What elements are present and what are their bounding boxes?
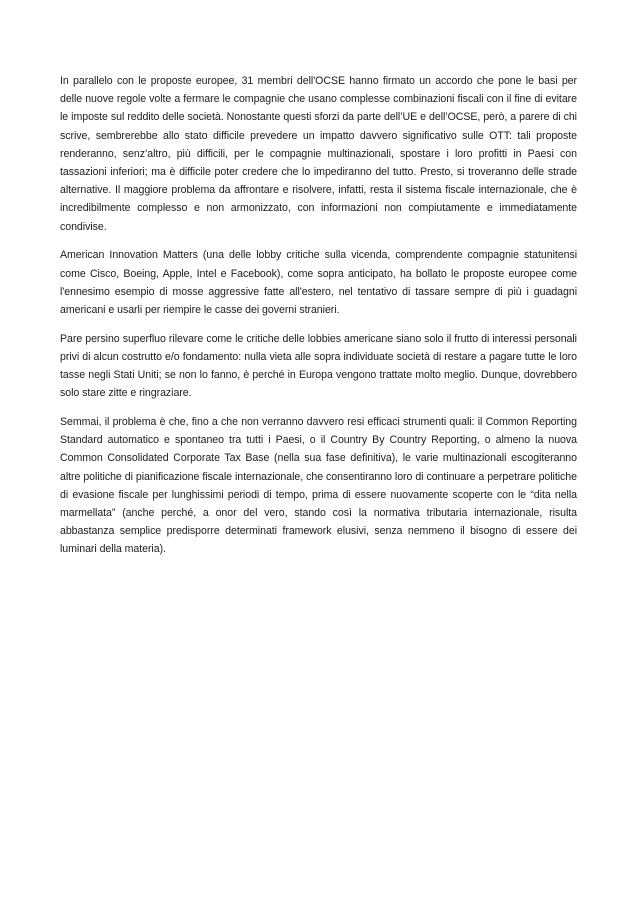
paragraph-american-innovation-matters: American Innovation Matters (una delle lobby critiche sulla vicenda, comprendente compagnie statunitensi come Cisco, Boeing, Apple, Intel e Facebook), come sopra anticipato, ha bollato le proposte europee come l'ennesimo esempio di mosse aggressive fatte all'estero, nel tentativo di tassare sempre di più i guadagni americani e usarli per riempire le casse dei governi stranieri. (60, 249, 577, 316)
document-body (60, 72, 577, 569)
paragraph-ocse-agreement: In parallelo con le proposte europee, 31 membri dell'OCSE hanno firmato un accordo che pone le basi per delle nuove regole volte a fermare le compagnie che usano complesse combinazioni fiscali con il fine di evitare le imposte sul reddito delle società. Nonostante questi sforzi da parte dell’UE e dell’OCSE, però, a parere di chi scrive, sembrerebbe allo stato difficile prevedere un impatto davvero significativo sulle OTT: tali proposte renderanno, senz’altro, più difficili, per le compagnie multinazionali, spostare i loro profitti in Paesi con tassazioni inferiori; ma è difficile poter credere che lo impediranno del tutto. Presto, si troveranno delle strade alternative. Il maggiore problema da affrontare e risolvere, infatti, resta il sistema fiscale internazionale, che è incredibilmente complesso e non armonizzato, con informazioni non compiutamente e immediatamente condivise. (60, 75, 577, 233)
paragraph-reporting-standards: Semmai, il problema è che, fino a che non verranno davvero resi efficaci strumenti quali: il Common Reporting Standard automatico e spontaneo tra tutti i Paesi, o il Country By Country Reporting, o almeno la nuova Common Consolidated Corporate Tax Base (nella sua fase definitiva), le varie multinazionali escogiteranno altre politiche di pianificazione fiscale internazionale, che consentiranno loro di continuare a perpetrare politiche di evasione fiscale per lunghissimi periodi di tempo, prima di essere nuovamente scoperte con le “dita nella marmellata” (anche perché, a onor del vero, stando così la normativa tributaria internazionale, risulta abbastanza semplice predisporre determinati framework elusivi, senza nemmeno il bisogno di essere dei luminari della materia). (60, 415, 577, 556)
paragraph-lobbies-criticism: Pare persino superfluo rilevare come le critiche delle lobbies americane siano solo il frutto di interessi personali privi di alcun costrutto e/o fondamento: nulla vieta alle sopra individuate società di restare a pagare tutte le loro tasse negli Stati Uniti; se non lo fanno, è perché in Europa vengono trattate molto meglio. Dunque, dovrebbero solo stare zitte e ringraziare. (60, 332, 577, 400)
